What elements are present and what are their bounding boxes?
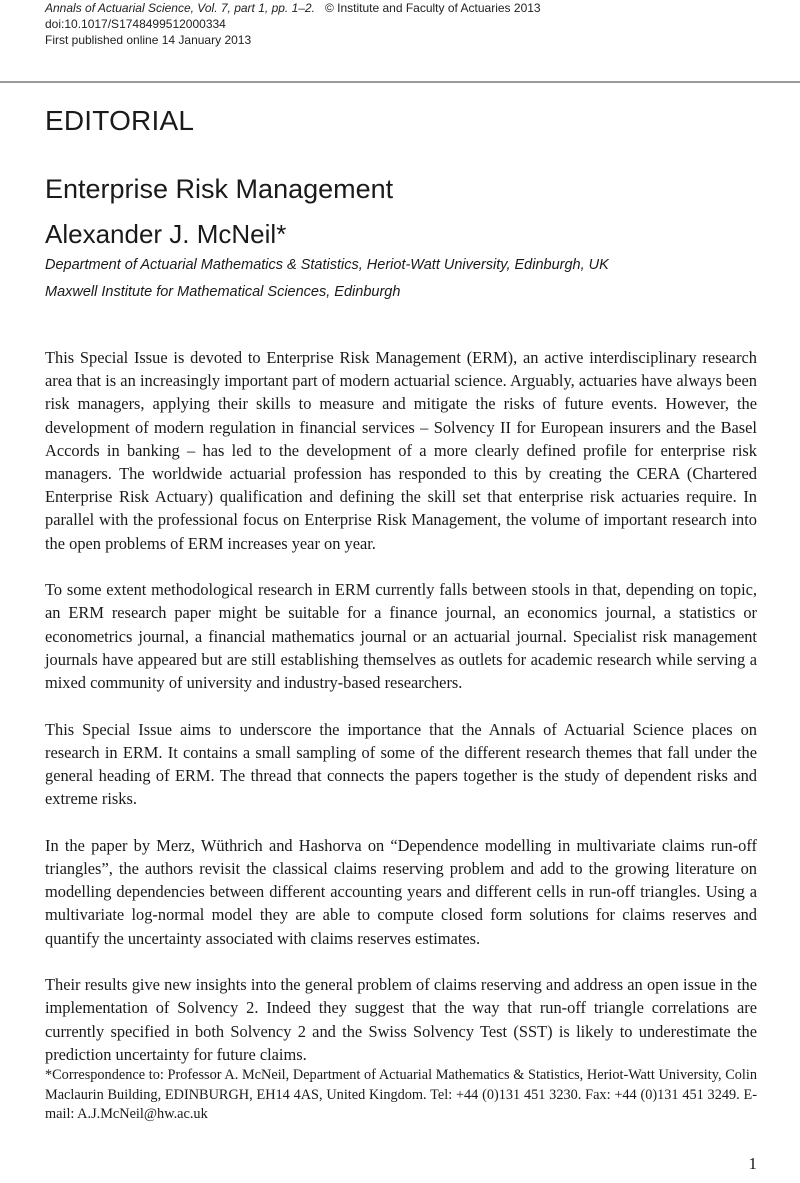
section-label: EDITORIAL (45, 105, 195, 136)
header-divider (0, 81, 800, 83)
body-paragraph: This Special Issue is devoted to Enterprise Risk Management (ERM), an active interdisciplinary research area that is an increasingly important part of modern actuarial science. Arguably, actuaries have always been risk managers, applying their skills to measure and mitigate the risks of future events. However, the development of modern regulation in financial services – Solvency II for European insurers and the Basel Accords in banking – has led to the development of a more clearly defined profile for enterprise risk managers. The worldwide actuarial profession has responded to this by creating the CERA (Chartered Enterprise Risk Actuary) qualification and defining the skill set that enterprise risk actuaries require. In parallel with the professional focus on Enterprise Risk Management, the volume of important research into the open problems of ERM increases year on year. (45, 348, 757, 553)
author-name: Alexander J. McNeil* (45, 219, 287, 249)
doi: doi:10.1017/S1748499512000334 (45, 17, 226, 31)
affiliation-2: Maxwell Institute for Mathematical Sciences, Edinburgh (45, 284, 401, 300)
body-paragraph: Their results give new insights into the general problem of claims reserving and address an open issue in the implementation of Solvency 2. Indeed they suggest that the way that run-off triangle correlations are currently specified in both Solvency 2 and the Swiss Solvency Test (SST) is likely to underestimate the prediction uncertainty for future claims. (45, 975, 757, 1064)
copyright-notice: © Institute and Faculty of Actuaries 2013 (324, 1, 541, 15)
running-header (45, 0, 765, 48)
body-paragraph: In the paper by Merz, Wüthrich and Hashorva on “Dependence modelling in multivariate claims run-off triangles”, the authors revisit the classical claims reserving problem and add to the growing literature on modelling dependencies between different accounting years and different cells in run-off triangles. Using a multivariate log-normal model they are able to compute closed form solutions for claims reserves and quantify the uncertainty associated with claims reserves estimates. (45, 835, 757, 948)
article-title: Enterprise Risk Management (45, 174, 394, 204)
body-paragraph: To some extent methodological research in ERM currently falls between stools in that, depending on topic, an ERM research paper might be suitable for a finance journal, an economics journal, a statistics or econometrics journal, a financial mathematics journal or an actuarial journal. Specialist risk management journals have appeared but are still establishing themselves as outlets for academic research while serving a mixed community of university and industry-based researchers. (45, 580, 757, 693)
affiliation-1: Department of Actuarial Mathematics & Statistics, Heriot-Watt University, Edinburgh, UK (45, 257, 609, 273)
article-body (45, 346, 757, 1089)
journal-citation-line (45, 0, 765, 16)
page-number: 1 (748, 1154, 757, 1173)
journal-citation: Annals of Actuarial Science, Vol. 7, part 1, pp. 1–2. (45, 1, 315, 15)
correspondence-footnote: *Correspondence to: Professor A. McNeil, Department of Actuarial Mathematics & Statistics, Heriot-Watt University, Colin Maclaurin Building, EDINBURGH, EH14 4AS, United Kingdom. Tel: +44 (0)131 451 3230. Fax: +44 (0)131 451 3249. E-mail: A.J.McNeil@hw.ac.uk (45, 1067, 757, 1123)
body-paragraph: This Special Issue aims to underscore the importance that the Annals of Actuarial Science places on research in ERM. It contains a small sampling of some of the different research themes that fall under the general heading of ERM. The thread that connects the papers together is the study of dependent risks and extreme risks. (45, 719, 757, 809)
publication-date: First published online 14 January 2013 (45, 33, 252, 47)
